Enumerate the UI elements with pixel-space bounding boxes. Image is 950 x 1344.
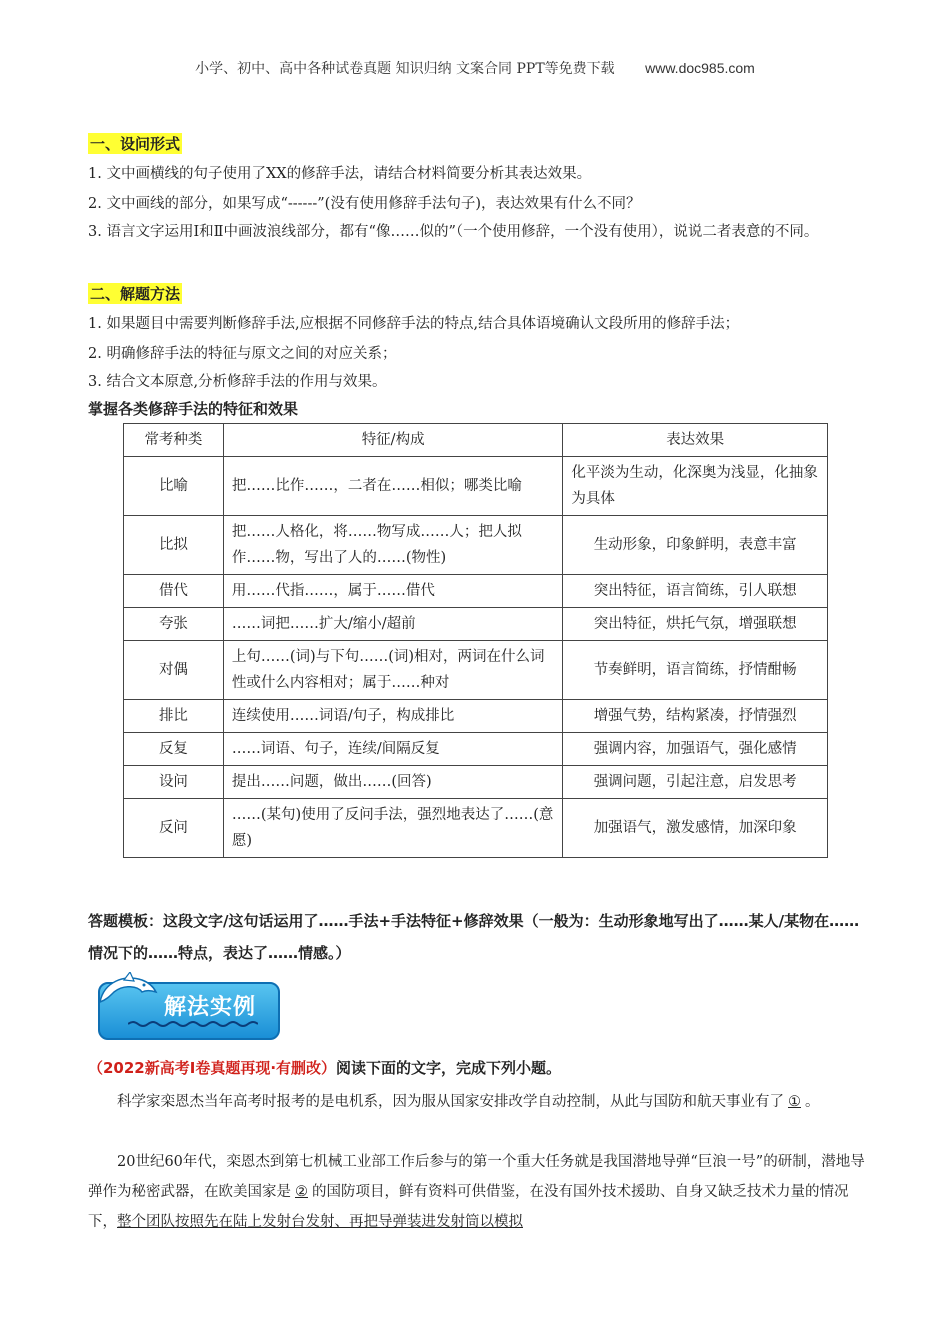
rhetoric-table	[123, 423, 828, 858]
effect-cell: 突出特征，烘托气氛，增强联想	[563, 608, 828, 641]
effect-cell: 化平淡为生动，化深奥为浅显，化抽象为具体	[563, 457, 828, 516]
p1-text: 科学家栾恩杰当年高考时报考的是电机系，因为服从国家安排改学自动控制，从此与国防和航天事业有了	[117, 1094, 784, 1110]
feature-cell: 连续使用……词语/句子，构成排比	[223, 700, 563, 733]
section1-item-3: 3. 语言文字运用Ⅰ和Ⅱ中画波浪线部分，都有“像……似的”（一个使用修辞，一个没有使用），说说二者表意的不同。	[88, 224, 819, 240]
passage-paragraph-2	[88, 1147, 868, 1237]
table-row	[124, 575, 828, 608]
p2-mid: 的国防项目，鲜有资料可供借鉴，在没有国外技术援助、自身又缺乏技术力量的情况下，	[88, 1184, 849, 1230]
feature-cell: 用……代指……，属于……借代	[223, 575, 563, 608]
table-header-row	[124, 424, 828, 457]
section2-item-2: 2. 明确修辞手法的特征与原文之间的对应关系；	[88, 346, 397, 362]
type-cell: 比拟	[124, 516, 224, 575]
type-cell: 比喻	[124, 457, 224, 516]
badge-label: 解法实例	[164, 995, 257, 1020]
table-row	[124, 700, 828, 733]
feature-cell: ……(某句)使用了反问手法，强烈地表达了……(意愿)	[223, 799, 563, 858]
section1-item-1: 1. 文中画横线的句子使用了XX的修辞手法，请结合材料简要分析其表达效果。	[88, 166, 592, 182]
table-row	[124, 608, 828, 641]
table-header-cell: 表达效果	[563, 424, 828, 457]
table-row	[124, 799, 828, 858]
answer-template: 答题模板：这段文字/这句话运用了……手法+手法特征+修辞效果（一般为：生动形象地写出了……某人/某物在……情况下的……特点，表达了……情感。）	[88, 912, 860, 962]
table-row	[124, 766, 828, 799]
table-row	[124, 641, 828, 700]
type-cell: 反问	[124, 799, 224, 858]
type-cell: 夸张	[124, 608, 224, 641]
section2-title: 二、解题方法	[90, 285, 181, 303]
passage-paragraph-1	[88, 1087, 868, 1117]
section2-item-3: 3. 结合文本原意,分析修辞手法的作用与效果。	[88, 374, 387, 390]
exam-intro	[88, 1057, 561, 1078]
effect-cell: 强调问题，引起注意，启发思考	[563, 766, 828, 799]
feature-cell: 把……比作……，二者在……相似；哪类比喻	[223, 457, 563, 516]
feature-cell: 提出……问题，做出……(回答)	[223, 766, 563, 799]
exam-instruction: 阅读下面的文字，完成下列小题。	[336, 1059, 562, 1077]
wave-icon	[128, 1020, 258, 1028]
exam-source: （2022新高考Ⅰ卷真题再现·有删改）	[88, 1059, 337, 1077]
page-header	[0, 58, 950, 78]
section1-item-2: 2. 文中画线的部分，如果写成“------”(没有使用修辞手法句子)，表达效果有什么不同？	[88, 196, 641, 212]
type-cell: 对偶	[124, 641, 224, 700]
blank-1: ①	[788, 1094, 801, 1110]
feature-cell: ……词把……扩大/缩小/超前	[223, 608, 563, 641]
p1-end: 。	[805, 1094, 820, 1110]
effect-cell: 加强语气，激发感情，加深印象	[563, 799, 828, 858]
effect-cell: 增强气势，结构紧凑，抒情强烈	[563, 700, 828, 733]
section2-item-1: 1. 如果题目中需要判断修辞手法,应根据不同修辞手法的特点,结合具体语境确认文段所用的修辞手法；	[88, 316, 740, 332]
type-cell: 借代	[124, 575, 224, 608]
header-text: 小学、初中、高中各种试卷真题 知识归纳 文案合同 PPT等免费下载	[195, 61, 615, 77]
p2-underlined-sentence: 整个团队按照先在陆上发射台发射、再把导弹装进发射筒以模拟	[117, 1214, 523, 1230]
effect-cell: 节奏鲜明，语言简练，抒情酣畅	[563, 641, 828, 700]
type-cell: 设问	[124, 766, 224, 799]
dolphin-icon	[94, 972, 160, 1012]
effect-cell: 生动形象，印象鲜明，表意丰富	[563, 516, 828, 575]
type-cell: 排比	[124, 700, 224, 733]
p2-text: 20世纪60年代，栾恩杰到第七机械工业部工作后参与的第一个重大任务就是我国潜地导弹“巨浪一号”的研制，潜地导弹作为秘密武器，在欧美国家是	[88, 1154, 865, 1200]
feature-cell: 把……人格化，将……物写成……人；把人拟作……物，写出了人的……(物性)	[223, 516, 563, 575]
header-url[interactable]: www.doc985.com	[645, 60, 755, 76]
table-header-cell: 特征/构成	[223, 424, 563, 457]
effect-cell: 强调内容，加强语气，强化感情	[563, 733, 828, 766]
table-row	[124, 516, 828, 575]
feature-cell: 上句……(词)与下句……(词)相对，两词在什么词性或什么内容相对；属于……种对	[223, 641, 563, 700]
blank-2: ②	[295, 1184, 308, 1200]
feature-cell: ……词语、句子，连续/间隔反复	[223, 733, 563, 766]
table-row	[124, 733, 828, 766]
solution-example-badge	[98, 978, 278, 1038]
table-title: 掌握各类修辞手法的特征和效果	[88, 400, 299, 418]
table-header-cell: 常考种类	[124, 424, 224, 457]
table-row	[124, 457, 828, 516]
type-cell: 反复	[124, 733, 224, 766]
effect-cell: 突出特征，语言简练，引人联想	[563, 575, 828, 608]
section1-title: 一、设问形式	[90, 135, 181, 153]
